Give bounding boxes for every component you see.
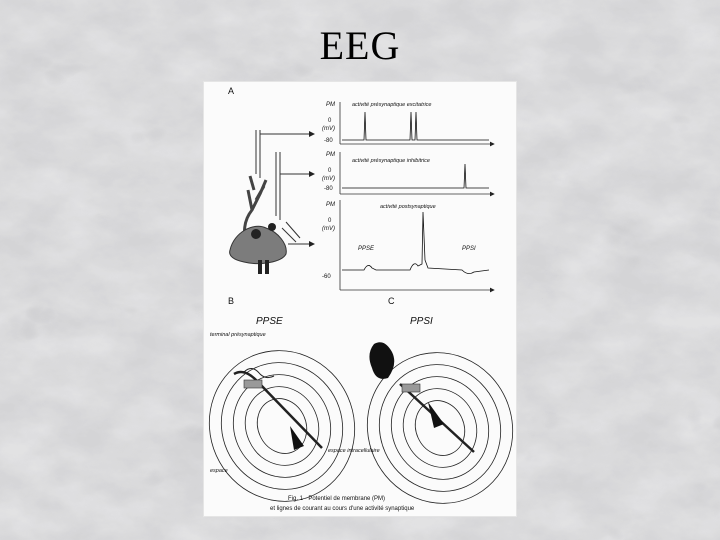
trace3-title: activité postsynaptique bbox=[380, 204, 436, 210]
trace2-pm: PM bbox=[326, 152, 335, 158]
eeg-figure bbox=[204, 82, 516, 516]
panel-a-label: A bbox=[228, 86, 235, 96]
trace3-ppsi: PPSI bbox=[462, 246, 476, 252]
trace3-ppse: PPSE bbox=[358, 246, 375, 252]
panel-c-label: C bbox=[388, 296, 395, 306]
panel-c-title: PPSI bbox=[410, 316, 433, 327]
espace-label: espace bbox=[210, 468, 228, 474]
trace1-unit: (mV) bbox=[322, 126, 335, 132]
caption-line1: Fig. 1 - Potentiel de membrane (PM) bbox=[288, 496, 386, 502]
trace-inhibitory bbox=[322, 152, 494, 194]
field-lines-ppsi bbox=[343, 329, 516, 516]
trace2-bottom: -80 bbox=[324, 186, 333, 192]
trace1-title: activité présynaptique excitatrice bbox=[352, 102, 432, 108]
trace1-pm: PM bbox=[326, 102, 335, 108]
panel-b-label: B bbox=[228, 296, 235, 306]
slide-title: EEG bbox=[319, 23, 401, 68]
trace3-pm: PM bbox=[326, 202, 335, 208]
espace-intra-label: espace intracellulaire bbox=[328, 448, 380, 454]
trace-postsynaptic bbox=[322, 200, 494, 290]
terminal-label: terminal présynaptique bbox=[210, 332, 266, 338]
caption-line2: et lignes de courant au cours d'une activité synaptique bbox=[270, 506, 415, 512]
axon-ppse bbox=[234, 368, 322, 450]
trace1-bottom: -80 bbox=[324, 138, 333, 144]
trace2-title: activité présynaptique inhibitrice bbox=[352, 158, 430, 164]
neuron-drawing bbox=[230, 176, 287, 274]
trace2-zero: 0 bbox=[328, 168, 332, 174]
trace-excitatory bbox=[322, 102, 494, 144]
trace3-unit: (mV) bbox=[322, 226, 335, 232]
trace3-bottom: -60 bbox=[322, 274, 331, 280]
trace2-unit: (mV) bbox=[322, 176, 335, 182]
field-lines-ppse bbox=[204, 327, 379, 516]
panel-b-title: PPSE bbox=[256, 316, 283, 327]
trace1-zero: 0 bbox=[328, 118, 332, 124]
axon-ppsi bbox=[369, 342, 474, 452]
figure-diagram bbox=[204, 82, 516, 516]
trace3-zero: 0 bbox=[328, 218, 332, 224]
